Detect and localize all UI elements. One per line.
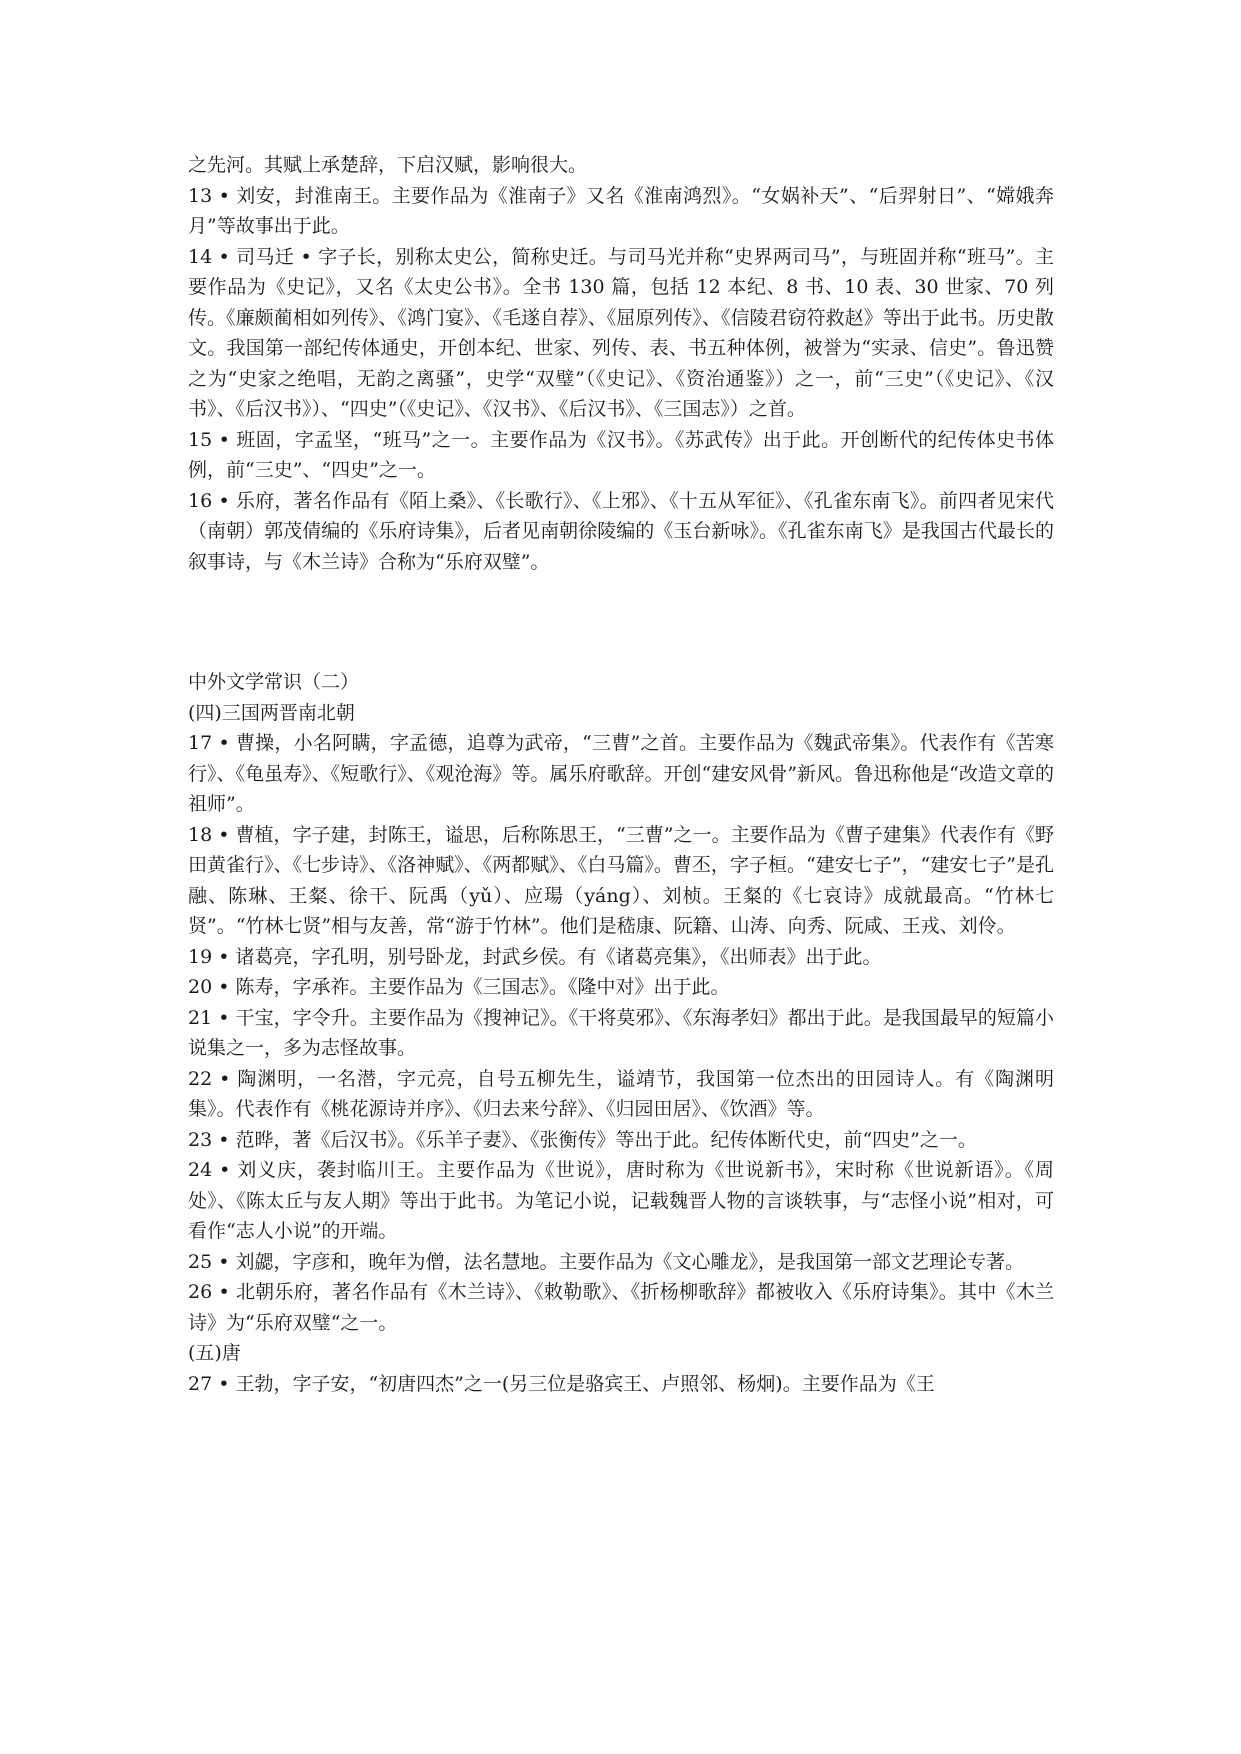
entry-19: 19 • 诸葛亮，字孔明，别号卧龙，封武乡侯。有《诸葛亮集》，《出师表》出于此。 (188, 945, 882, 968)
entry-18: 18 • 曹植，字子建，封陈王，谥思，后称陈思王，“三曹”之一。主要作品为《曹子建集》代表作有《野田黄雀行》、《七步诗》、《洛神赋》、《两都赋》、《白马篇》。曹丕，字子桓。“建安七子”，“建安七子”是孔融、陈琳、王粲、徐干、阮禹（yǔ）、应瑒（yáng）、刘桢。王粲的《七哀诗》成就最高。“竹林七贤”。“竹林七贤”相与友善，常“游于竹林”。他们是嵇康、阮籍、山涛、向秀、阮咸、王戎、刘伶。 (188, 823, 1054, 937)
document-page (188, 150, 1054, 1399)
entry-25: 25 • 刘勰，字彦和，晚年为僧，法名慧地。主要作品为《文心雕龙》，是我国第一部文艺理论专著。 (188, 1250, 1024, 1273)
entry-13: 13 • 刘安，封淮南王。主要作品为《淮南子》又名《淮南鸿烈》。“女娲补天”、“后羿射日”、“嫦娥奔月”等故事出于此。 (188, 184, 1054, 237)
entry-15: 15 • 班固，字孟坚，“班马”之一。主要作品为《汉书》。《苏武传》出于此。开创断代的纪传体史书体例，前“三史”、“四史”之一。 (188, 428, 1054, 481)
entry-22: 22 • 陶渊明，一名潜，字元亮，自号五柳先生，谥靖节，我国第一位杰出的田园诗人。有《陶渊明集》。代表作有《桃花源诗并序》、《归去来兮辞》、《归园田居》、《饮酒》等。 (188, 1067, 1054, 1120)
part-three (188, 1369, 1054, 1400)
entry-27: 27 • 王勃，字子安，“初唐四杰”之一(另三位是骆宾王、卢照邻、杨炯)。主要作品为《王 (188, 1372, 935, 1395)
sub-heading-five: (五)唐 (188, 1342, 241, 1364)
section-gap (188, 577, 1054, 667)
entry-24: 24 • 刘义庆，袭封临川王。主要作品为《世说》，唐时称为《世说新书》，宋时称《世说新语》。《周处》、《陈太丘与友人期》等出于此书。为笔记小说，记载魏晋人物的言谈轶事，与“志怪小说”相对，可看作“志人小说”的开端。 (188, 1159, 1054, 1242)
entry-17: 17 • 曹操，小名阿瞒，字孟德，追尊为武帝，“三曹”之首。主要作品为《魏武帝集》。代表作有《苦寒行》、《龟虽寿》、《短歌行》、《观沧海》等。属乐府歌辞。开创“建安风骨”新风。鲁迅称他是“改造文章的祖师”。 (188, 732, 1054, 815)
sub-heading-four: (四)三国两晋南北朝 (188, 701, 355, 724)
section-title: 中外文学常识（二） (188, 671, 360, 693)
paragraph: 之先河。其赋上承楚辞，下启汉赋，影响很大。 (188, 154, 588, 176)
part-two (188, 728, 1054, 1338)
entry-16: 16 • 乐府，著名作品有《陌上桑》、《长歌行》、《上邪》、《十五从军征》、《孔雀东南飞》。前四者见宋代（南朝）郭茂倩编的《乐府诗集》，后者见南朝徐陵编的《玉台新咏》。《孔雀东南飞》是我国古代最长的叙事诗，与《木兰诗》合称为“乐府双璧”。 (188, 489, 1054, 573)
entry-14: 14 • 司马迁 • 字子长，别称太史公，简称史迁。与司马光并称“史界两司马”，与班固并称“班马”。主要作品为《史记》，又名《太史公书》。全书 130 篇，包括 12 本纪、8 书、10 表、30 世家、70 列传。《廉颇蔺相如列传》、《鸿门宴》、《毛遂自荐》、《屈原列传》、《信陵君窃符救赵》等出于此书。历史散文。我国第一部纪传体通史，开创本纪、世家、列传、表、书五种体例，被誉为“实录、信史”。鲁迅赞之为“史家之绝唱，无韵之离骚”，史学“双璧”（《史记》、《资治通鉴》）之一，前“三史”（《史记》、《汉书》、《后汉书》）、“四史”（《史记》、《汉书》、《后汉书》、《三国志》）之首。 (188, 245, 1054, 420)
entry-20: 20 • 陈寿，字承祚。主要作品为《三国志》。《隆中对》出于此。 (188, 976, 730, 998)
entry-21: 21 • 干宝，字令升。主要作品为《搜神记》。《干将莫邪》、《东海孝妇》都出于此。是我国最早的短篇小说集之一，多为志怪故事。 (188, 1006, 1054, 1059)
part-one (188, 150, 1054, 577)
entry-23: 23 • 范晔，著《后汉书》。《乐羊子妻》、《张衡传》等出于此。纪传体断代史，前“四史”之一。 (188, 1128, 977, 1151)
entry-26: 26 • 北朝乐府，著名作品有《木兰诗》、《敕勒歌》、《折杨柳歌辞》都被收入《乐府诗集》。其中《木兰诗》为“乐府双璧“之一。 (188, 1281, 1054, 1334)
